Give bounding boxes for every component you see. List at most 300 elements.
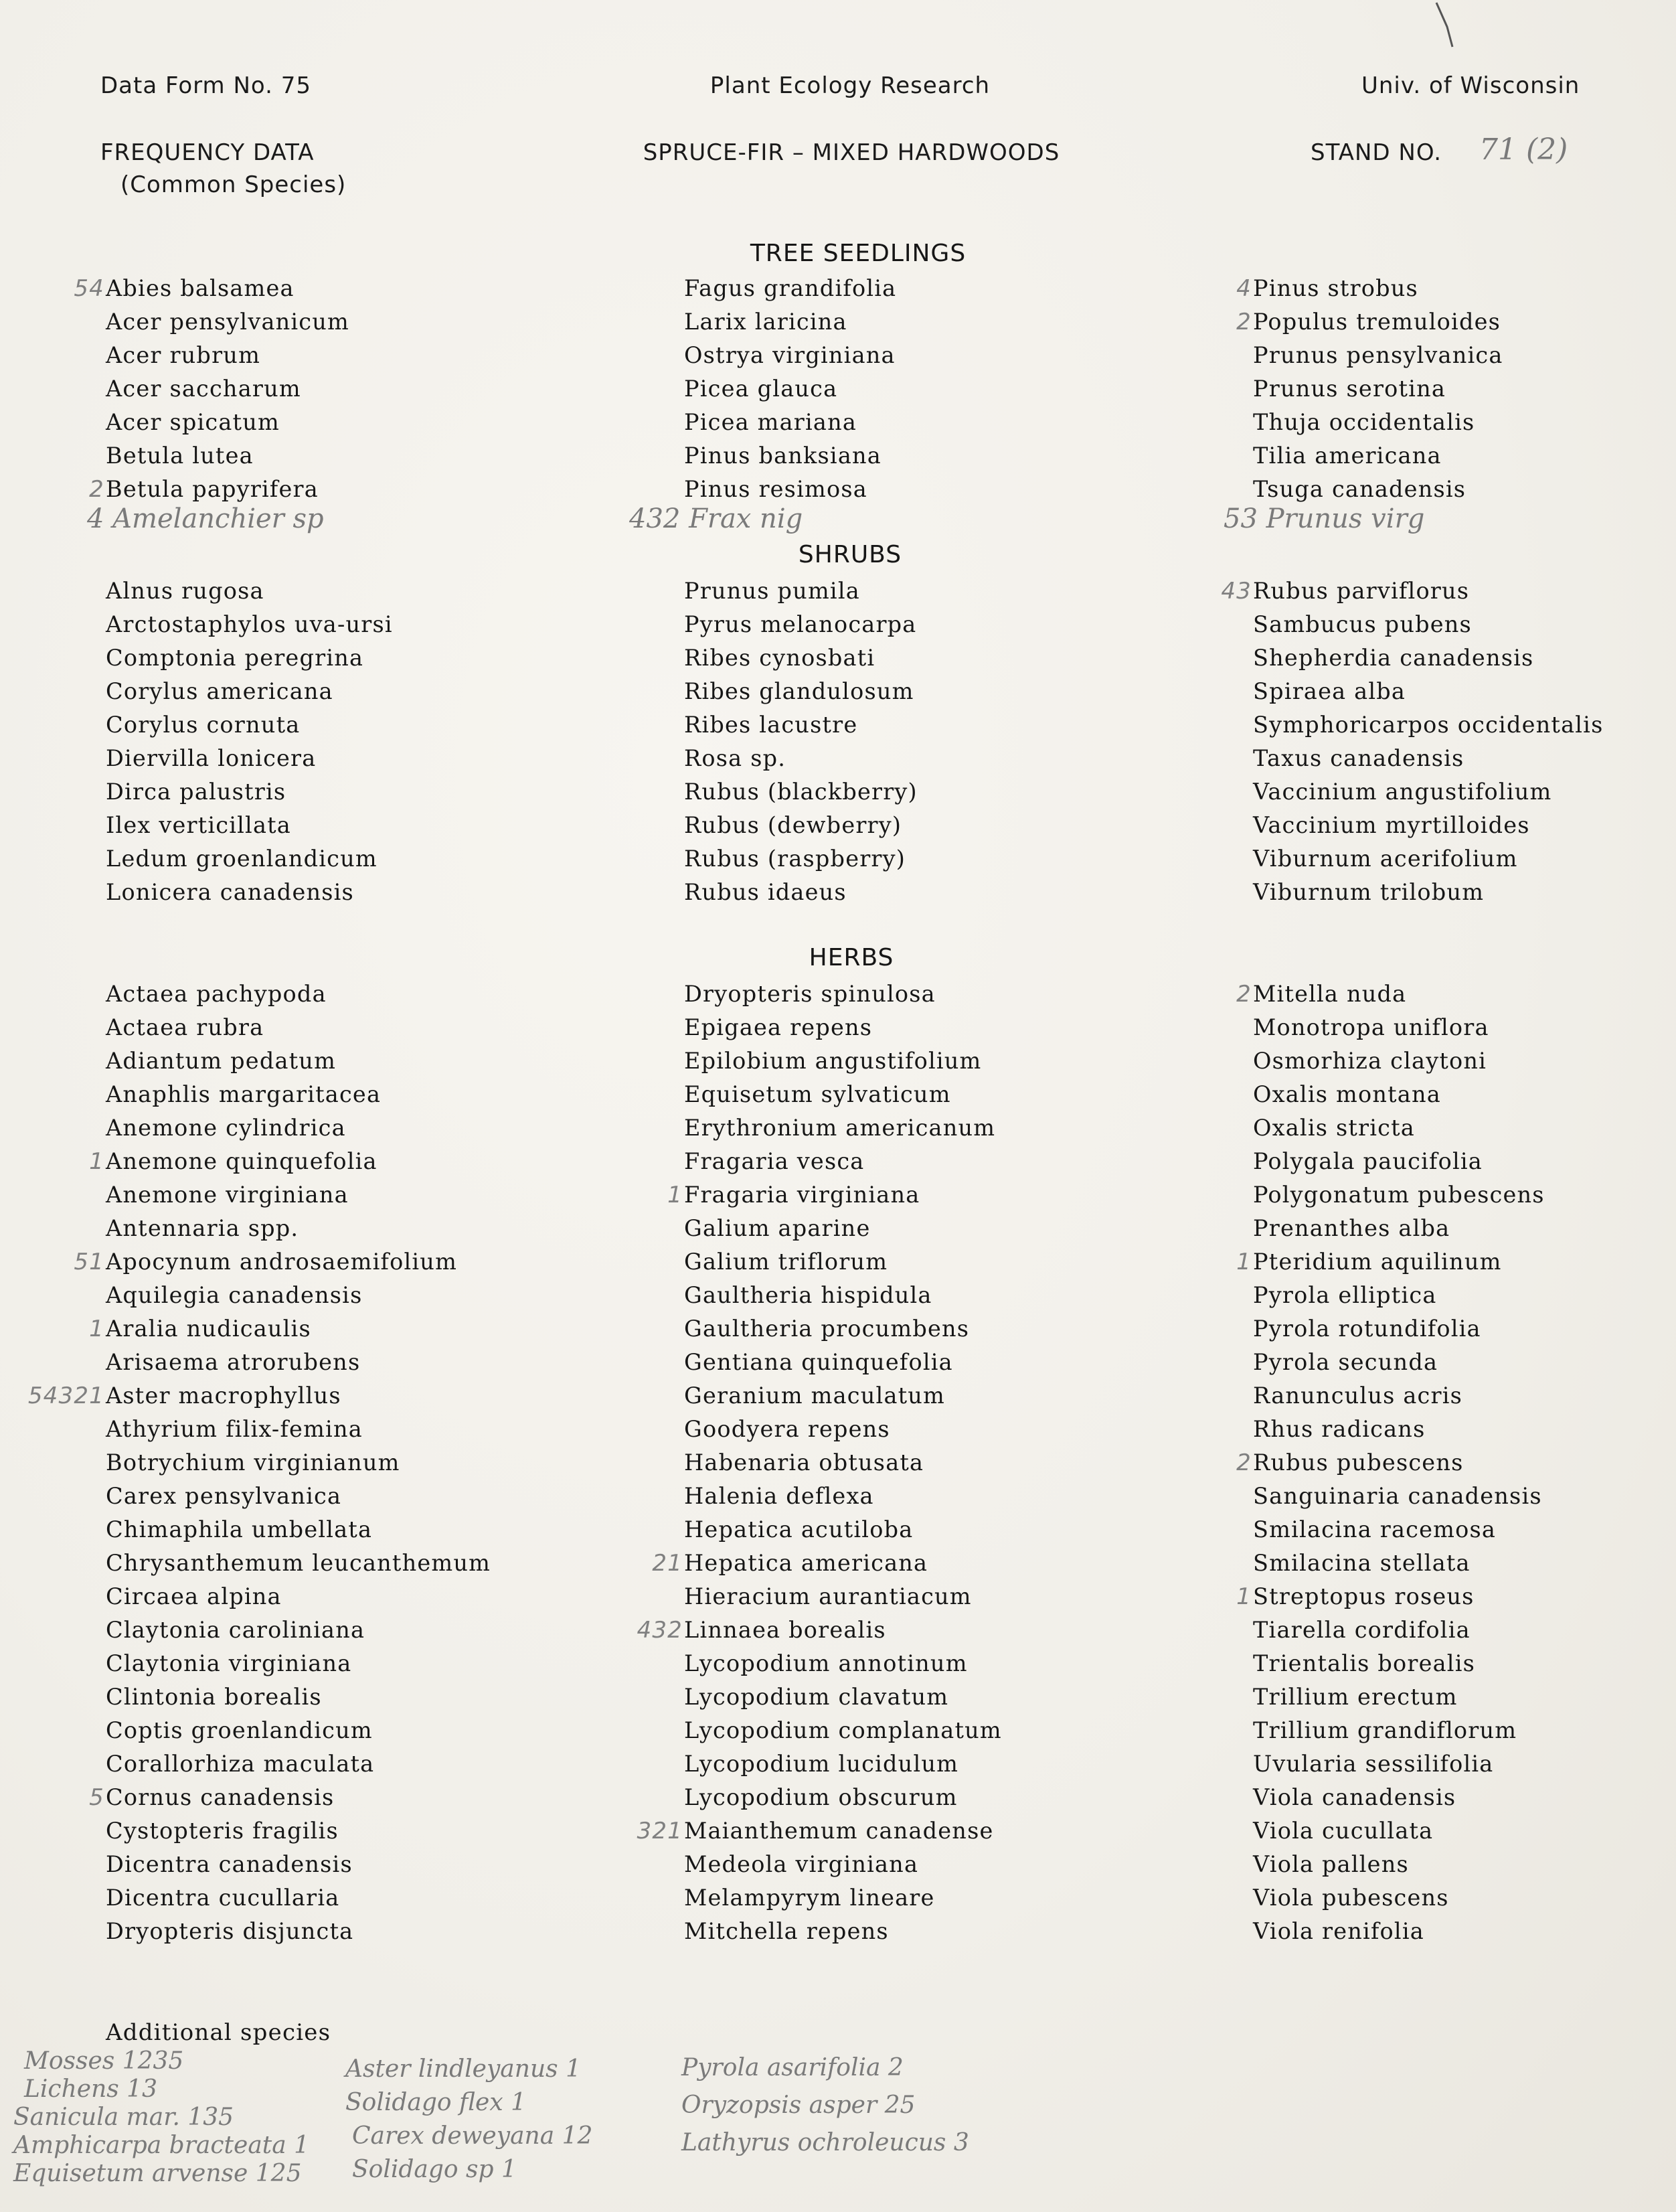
species-name: Clintonia borealis (106, 1684, 322, 1710)
species-name: Ilex verticillata (106, 812, 291, 838)
species-row (684, 1111, 1206, 1145)
handwritten-addition: Lichens 13 (24, 2075, 157, 2103)
species-row (652, 1547, 1206, 1580)
species-row (106, 1480, 628, 1513)
species-name: Dicentra cucullaria (106, 1885, 340, 1911)
species-name: Claytonia virginiana (106, 1650, 352, 1676)
species-row (684, 1078, 1206, 1111)
species-row (1253, 1613, 1676, 1647)
species-row (106, 1547, 628, 1580)
species-name: Botrychium virginianum (106, 1449, 400, 1476)
species-name: Oxalis stricta (1253, 1115, 1415, 1141)
species-row (106, 1647, 628, 1680)
species-name: Sanguinaria canadensis (1253, 1483, 1542, 1509)
species-row (1253, 1044, 1676, 1078)
handwritten-tally: 1 (89, 1148, 104, 1175)
handwritten-addition: Solidago flex 1 (345, 2089, 526, 2116)
handwritten-tally: 43 (1221, 578, 1252, 605)
species-row (684, 1747, 1206, 1781)
handwritten-addition: 432 Frax nig (629, 503, 803, 534)
species-name: Rosa sp. (684, 745, 786, 771)
species-row (684, 372, 1206, 406)
species-row (1253, 1814, 1676, 1848)
species-name: Dirca palustris (106, 779, 286, 805)
species-name: Epilobium angustifolium (684, 1048, 982, 1074)
species-row (106, 1881, 628, 1915)
species-name: Chimaphila umbellata (106, 1516, 373, 1543)
species-row (1253, 1279, 1676, 1312)
species-name: Lycopodium lucidulum (684, 1751, 959, 1777)
pencil-mark (1432, 0, 1459, 60)
species-row (684, 1480, 1206, 1513)
species-row (1253, 473, 1676, 506)
species-name: Ribes glandulosum (684, 678, 914, 704)
species-name: Dicentra canadensis (106, 1851, 353, 1877)
species-name: Gentiana quinquefolia (684, 1349, 953, 1375)
species-name: Viola pubescens (1253, 1885, 1449, 1911)
species-row (1253, 339, 1676, 372)
species-row (667, 1178, 1206, 1212)
species-row (637, 1814, 1206, 1848)
species-name: Larix laricina (684, 309, 847, 335)
species-row (106, 775, 628, 809)
species-row (684, 1413, 1206, 1446)
species-name: Coptis groenlandicum (106, 1717, 373, 1743)
research-title: Plant Ecology Research (709, 72, 991, 99)
species-row (684, 305, 1206, 339)
species-row (1253, 439, 1676, 473)
species-name: Hepatica acutiloba (684, 1516, 914, 1543)
species-name: Anemone quinquefolia (106, 1148, 378, 1174)
herbs-col-3 (1236, 977, 1676, 1948)
species-name: Pteridium aquilinum (1253, 1249, 1502, 1275)
species-name: Smilacina stellata (1253, 1550, 1471, 1576)
species-name: Melampyrym lineare (684, 1885, 935, 1911)
species-name: Hepatica americana (684, 1550, 928, 1576)
tree-seedlings-col-3 (1236, 272, 1676, 506)
species-row (106, 1848, 628, 1881)
species-row (1236, 1245, 1676, 1279)
species-row (106, 1714, 628, 1747)
handwritten-addition: Equisetum arvense 125 (13, 2160, 302, 2187)
species-name: Fagus grandifolia (684, 275, 897, 301)
species-name: Anemone virginiana (106, 1182, 349, 1208)
shrubs-col-3 (1221, 574, 1676, 909)
section-title-shrubs: SHRUBS (798, 541, 902, 568)
species-row (106, 1580, 628, 1613)
species-row (106, 406, 628, 439)
species-name: Viola pallens (1253, 1851, 1409, 1877)
handwritten-tally: 2 (1236, 309, 1252, 335)
species-name: Osmorhiza claytoni (1253, 1048, 1487, 1074)
species-row (684, 1346, 1206, 1379)
species-row (684, 1881, 1206, 1915)
species-row (106, 842, 628, 876)
species-row (684, 1011, 1206, 1044)
species-name: Carex pensylvanica (106, 1483, 342, 1509)
species-row (1253, 708, 1676, 742)
species-row (106, 876, 628, 909)
species-name: Pinus strobus (1253, 275, 1418, 301)
stand-number-label: STAND NO. (1311, 139, 1442, 166)
species-row (684, 608, 1206, 641)
species-name: Rhus radicans (1253, 1416, 1426, 1442)
species-row (106, 1446, 628, 1480)
species-row (684, 742, 1206, 775)
species-row (684, 574, 1206, 608)
species-row (106, 1915, 628, 1948)
species-row (684, 473, 1206, 506)
species-row (684, 775, 1206, 809)
handwritten-addition: 4 Amelanchier sp (87, 503, 324, 534)
species-row (1236, 1580, 1676, 1613)
species-row (1253, 1513, 1676, 1547)
species-name: Aquilegia canadensis (106, 1282, 363, 1308)
institution: Univ. of Wisconsin (1361, 72, 1580, 99)
species-name: Ranunculus acris (1253, 1382, 1463, 1409)
species-row (1253, 1078, 1676, 1111)
species-name: Populus tremuloides (1253, 309, 1501, 335)
species-row (106, 339, 628, 372)
species-name: Polygonatum pubescens (1253, 1182, 1545, 1208)
species-row (74, 272, 628, 305)
species-row (1253, 1480, 1676, 1513)
species-name: Diervilla lonicera (106, 745, 317, 771)
species-name: Smilacina racemosa (1253, 1516, 1497, 1543)
handwritten-addition: Solidago sp 1 (352, 2156, 517, 2183)
species-row (684, 1212, 1206, 1245)
species-name: Claytonia caroliniana (106, 1617, 365, 1643)
handwritten-addition: Lathyrus ochroleucus 3 (681, 2129, 969, 2156)
species-row (1253, 406, 1676, 439)
species-name: Cornus canadensis (106, 1784, 335, 1810)
tree-seedlings-col-1 (74, 272, 628, 506)
herbs-col-2 (637, 977, 1206, 1948)
species-name: Pyrola rotundifolia (1253, 1316, 1481, 1342)
species-name: Uvularia sessilifolia (1253, 1751, 1494, 1777)
species-name: Acer rubrum (106, 342, 261, 368)
species-name: Rubus (blackberry) (684, 779, 918, 805)
species-name: Trillium erectum (1253, 1684, 1458, 1710)
species-row (1253, 1714, 1676, 1747)
species-row (89, 1781, 628, 1814)
species-name: Prunus pumila (684, 578, 860, 604)
common-species-subtitle: (Common Species) (120, 171, 347, 198)
species-name: Cystopteris fragilis (106, 1818, 339, 1844)
species-row (684, 809, 1206, 842)
handwritten-tally: 321 (637, 1818, 683, 1844)
section-title-tree-seedlings: TREE SEEDLINGS (750, 240, 967, 267)
species-name: Acer saccharum (106, 376, 301, 402)
species-name: Tsuga canadensis (1253, 476, 1466, 502)
species-row (684, 842, 1206, 876)
handwritten-tally: 4 (1236, 275, 1252, 302)
species-name: Pinus banksiana (684, 443, 882, 469)
species-name: Pyrola secunda (1253, 1349, 1438, 1375)
species-name: Halenia deflexa (684, 1483, 874, 1509)
species-name: Pyrus melanocarpa (684, 611, 917, 637)
handwritten-addition: Sanicula mar. 135 (13, 2104, 234, 2131)
species-row (1253, 1915, 1676, 1948)
species-row (684, 1245, 1206, 1279)
species-name: Actaea pachypoda (106, 981, 327, 1007)
herbs-col-1 (27, 977, 628, 1948)
species-row (684, 1279, 1206, 1312)
species-row (106, 1680, 628, 1714)
species-name: Fragaria vesca (684, 1148, 865, 1174)
species-name: Aralia nudicaulis (106, 1316, 311, 1342)
species-row (106, 305, 628, 339)
species-name: Ribes cynosbati (684, 645, 875, 671)
species-row (684, 339, 1206, 372)
species-row (1253, 1413, 1676, 1446)
species-row (637, 1613, 1206, 1647)
species-name: Medeola virginiana (684, 1851, 919, 1877)
species-name: Streptopus roseus (1253, 1583, 1475, 1609)
additional-species-label: Additional species (106, 2019, 331, 2046)
species-row (684, 272, 1206, 305)
species-row (106, 1044, 628, 1078)
handwritten-tally: 1 (667, 1182, 683, 1208)
species-name: Vaccinium myrtilloides (1253, 812, 1530, 838)
species-row (106, 1613, 628, 1647)
species-name: Ledum groenlandicum (106, 846, 378, 872)
species-name: Rubus parviflorus (1253, 578, 1470, 604)
species-name: Goodyera repens (684, 1416, 890, 1442)
species-row (1253, 372, 1676, 406)
species-row (1253, 1011, 1676, 1044)
species-row (1253, 1145, 1676, 1178)
species-row (1253, 1212, 1676, 1245)
species-row (74, 1245, 628, 1279)
species-name: Habenaria obtusata (684, 1449, 924, 1476)
species-name: Polygala paucifolia (1253, 1148, 1483, 1174)
species-row (106, 1078, 628, 1111)
handwritten-tally: 2 (1236, 1449, 1252, 1476)
species-name: Thuja occidentalis (1253, 409, 1475, 435)
species-name: Dryopteris disjuncta (106, 1918, 354, 1944)
species-name: Viburnum acerifolium (1253, 846, 1518, 872)
species-name: Lycopodium clavatum (684, 1684, 949, 1710)
handwritten-tally: 21 (652, 1550, 683, 1577)
species-row (89, 1312, 628, 1346)
form-number: Data Form No. 75 (100, 72, 311, 99)
handwritten-addition: Mosses 1235 (24, 2047, 184, 2075)
species-name: Tilia americana (1253, 443, 1442, 469)
species-name: Apocynum androsaemifolium (106, 1249, 458, 1275)
handwritten-addition: Oryzopsis asper 25 (681, 2091, 916, 2119)
section-title-herbs: HERBS (809, 944, 894, 971)
species-name: Oxalis montana (1253, 1081, 1441, 1107)
species-row (684, 1446, 1206, 1480)
species-name: Lycopodium obscurum (684, 1784, 958, 1810)
species-name: Epigaea repens (684, 1014, 873, 1040)
species-row (684, 977, 1206, 1011)
species-name: Picea glauca (684, 376, 838, 402)
species-name: Acer pensylvanicum (106, 309, 350, 335)
species-row (89, 473, 628, 506)
species-row (1253, 675, 1676, 708)
species-name: Equisetum sylvaticum (684, 1081, 951, 1107)
species-row (106, 1814, 628, 1848)
species-name: Pinus resimosa (684, 476, 867, 502)
species-name: Comptonia peregrina (106, 645, 364, 671)
species-name: Prenanthes alba (1253, 1215, 1450, 1241)
species-row (684, 1781, 1206, 1814)
species-name: Symphoricarpos occidentalis (1253, 712, 1604, 738)
species-name: Arisaema atrorubens (106, 1349, 361, 1375)
species-name: Lycopodium complanatum (684, 1717, 1002, 1743)
species-row (106, 977, 628, 1011)
species-name: Rubus (raspberry) (684, 846, 906, 872)
species-name: Galium aparine (684, 1215, 871, 1241)
species-name: Corylus cornuta (106, 712, 301, 738)
handwritten-tally: 2 (1236, 981, 1252, 1008)
species-name: Rubus idaeus (684, 879, 847, 905)
species-name: Rubus (dewberry) (684, 812, 902, 838)
species-name: Mitchella repens (684, 1918, 889, 1944)
handwritten-tally: 1 (89, 1316, 104, 1342)
species-row (684, 1312, 1206, 1346)
species-name: Shepherdia canadensis (1253, 645, 1534, 671)
species-name: Antennaria spp. (106, 1215, 299, 1241)
species-row (1253, 1647, 1676, 1680)
species-name: Abies balsamea (106, 275, 295, 301)
species-row (684, 708, 1206, 742)
species-row (106, 675, 628, 708)
species-name: Erythronium americanum (684, 1115, 996, 1141)
handwritten-tally: 54321 (27, 1382, 104, 1409)
species-row (1221, 574, 1676, 608)
species-row (106, 1513, 628, 1547)
species-row (106, 641, 628, 675)
forest-type-title: SPRUCE-FIR – MIXED HARDWOODS (643, 139, 1060, 166)
species-name: Prunus pensylvanica (1253, 342, 1503, 368)
species-name: Spiraea alba (1253, 678, 1406, 704)
species-name: Arctostaphylos uva-ursi (106, 611, 393, 637)
handwritten-tally: 51 (74, 1249, 104, 1275)
species-row (1236, 977, 1676, 1011)
species-name: Ribes lacustre (684, 712, 858, 738)
species-row (1253, 1111, 1676, 1145)
species-row (684, 439, 1206, 473)
species-row (27, 1379, 628, 1413)
species-name: Anaphlis margaritacea (106, 1081, 382, 1107)
species-name: Vaccinium angustifolium (1253, 779, 1552, 805)
species-row (1253, 742, 1676, 775)
species-name: Lycopodium annotinum (684, 1650, 968, 1676)
species-name: Picea mariana (684, 409, 857, 435)
species-row (1253, 608, 1676, 641)
species-row (106, 574, 628, 608)
handwritten-addition: Amphicarpa bracteata 1 (13, 2132, 310, 2159)
species-row (1253, 1312, 1676, 1346)
shrubs-col-1 (106, 574, 628, 909)
species-row (1253, 1547, 1676, 1580)
species-row (1253, 641, 1676, 675)
species-row (106, 1747, 628, 1781)
stand-number-handwritten: 71 (2) (1479, 133, 1568, 167)
handwritten-tally: 54 (74, 275, 104, 302)
species-row (106, 1011, 628, 1044)
species-row (1236, 272, 1676, 305)
species-name: Monotropa uniflora (1253, 1014, 1489, 1040)
species-name: Betula lutea (106, 443, 254, 469)
species-row (1253, 1848, 1676, 1881)
species-row (106, 708, 628, 742)
species-name: Dryopteris spinulosa (684, 981, 936, 1007)
species-name: Tiarella cordifolia (1253, 1617, 1471, 1643)
species-row (106, 1212, 628, 1245)
species-name: Ostrya virginiana (684, 342, 896, 368)
handwritten-addition: Pyrola asarifolia 2 (681, 2054, 904, 2081)
species-row (1253, 809, 1676, 842)
species-name: Trillium grandiflorum (1253, 1717, 1517, 1743)
species-name: Viola cucullata (1253, 1818, 1434, 1844)
handwritten-tally: 1 (1236, 1583, 1252, 1610)
species-name: Lonicera canadensis (106, 879, 354, 905)
species-name: Mitella nuda (1253, 981, 1407, 1007)
species-name: Viburnum trilobum (1253, 879, 1485, 905)
species-name: Corallorhiza maculata (106, 1751, 375, 1777)
species-name: Aster macrophyllus (106, 1382, 341, 1409)
handwritten-tally: 432 (637, 1617, 683, 1644)
species-row (684, 1647, 1206, 1680)
species-row (106, 809, 628, 842)
species-row (1253, 1881, 1676, 1915)
species-row (106, 372, 628, 406)
frequency-data-title: FREQUENCY DATA (100, 139, 315, 166)
handwritten-addition: Carex deweyana 12 (352, 2122, 593, 2150)
species-name: Anemone cylindrica (106, 1115, 346, 1141)
species-name: Galium triflorum (684, 1249, 888, 1275)
species-row (684, 1915, 1206, 1948)
species-name: Taxus canadensis (1253, 745, 1464, 771)
species-name: Athyrium filix-femina (106, 1416, 363, 1442)
species-name: Hieracium aurantiacum (684, 1583, 972, 1609)
species-name: Fragaria virginiana (684, 1182, 920, 1208)
handwritten-addition: 53 Prunus virg (1224, 503, 1425, 534)
species-row (684, 406, 1206, 439)
tree-seedlings-col-2 (684, 272, 1206, 506)
species-row (684, 876, 1206, 909)
species-row (1236, 305, 1676, 339)
species-row (106, 1413, 628, 1446)
species-name: Actaea rubra (106, 1014, 264, 1040)
species-row (1253, 1680, 1676, 1714)
species-name: Gaultheria hispidula (684, 1282, 932, 1308)
species-row (106, 1346, 628, 1379)
species-name: Gaultheria procumbens (684, 1316, 970, 1342)
species-name: Chrysanthemum leucanthemum (106, 1550, 491, 1576)
species-row (684, 1848, 1206, 1881)
species-row (106, 439, 628, 473)
species-row (106, 1178, 628, 1212)
species-name: Alnus rugosa (106, 578, 264, 604)
species-row (684, 675, 1206, 708)
species-name: Viola renifolia (1253, 1918, 1424, 1944)
species-name: Prunus serotina (1253, 376, 1446, 402)
species-row (1253, 1747, 1676, 1781)
species-row (1253, 1781, 1676, 1814)
species-row (684, 1580, 1206, 1613)
species-name: Viola canadensis (1253, 1784, 1456, 1810)
species-row (684, 1379, 1206, 1413)
species-name: Adiantum pedatum (106, 1048, 337, 1074)
shrubs-col-2 (684, 574, 1206, 909)
species-name: Linnaea borealis (684, 1617, 886, 1643)
species-row (684, 1714, 1206, 1747)
